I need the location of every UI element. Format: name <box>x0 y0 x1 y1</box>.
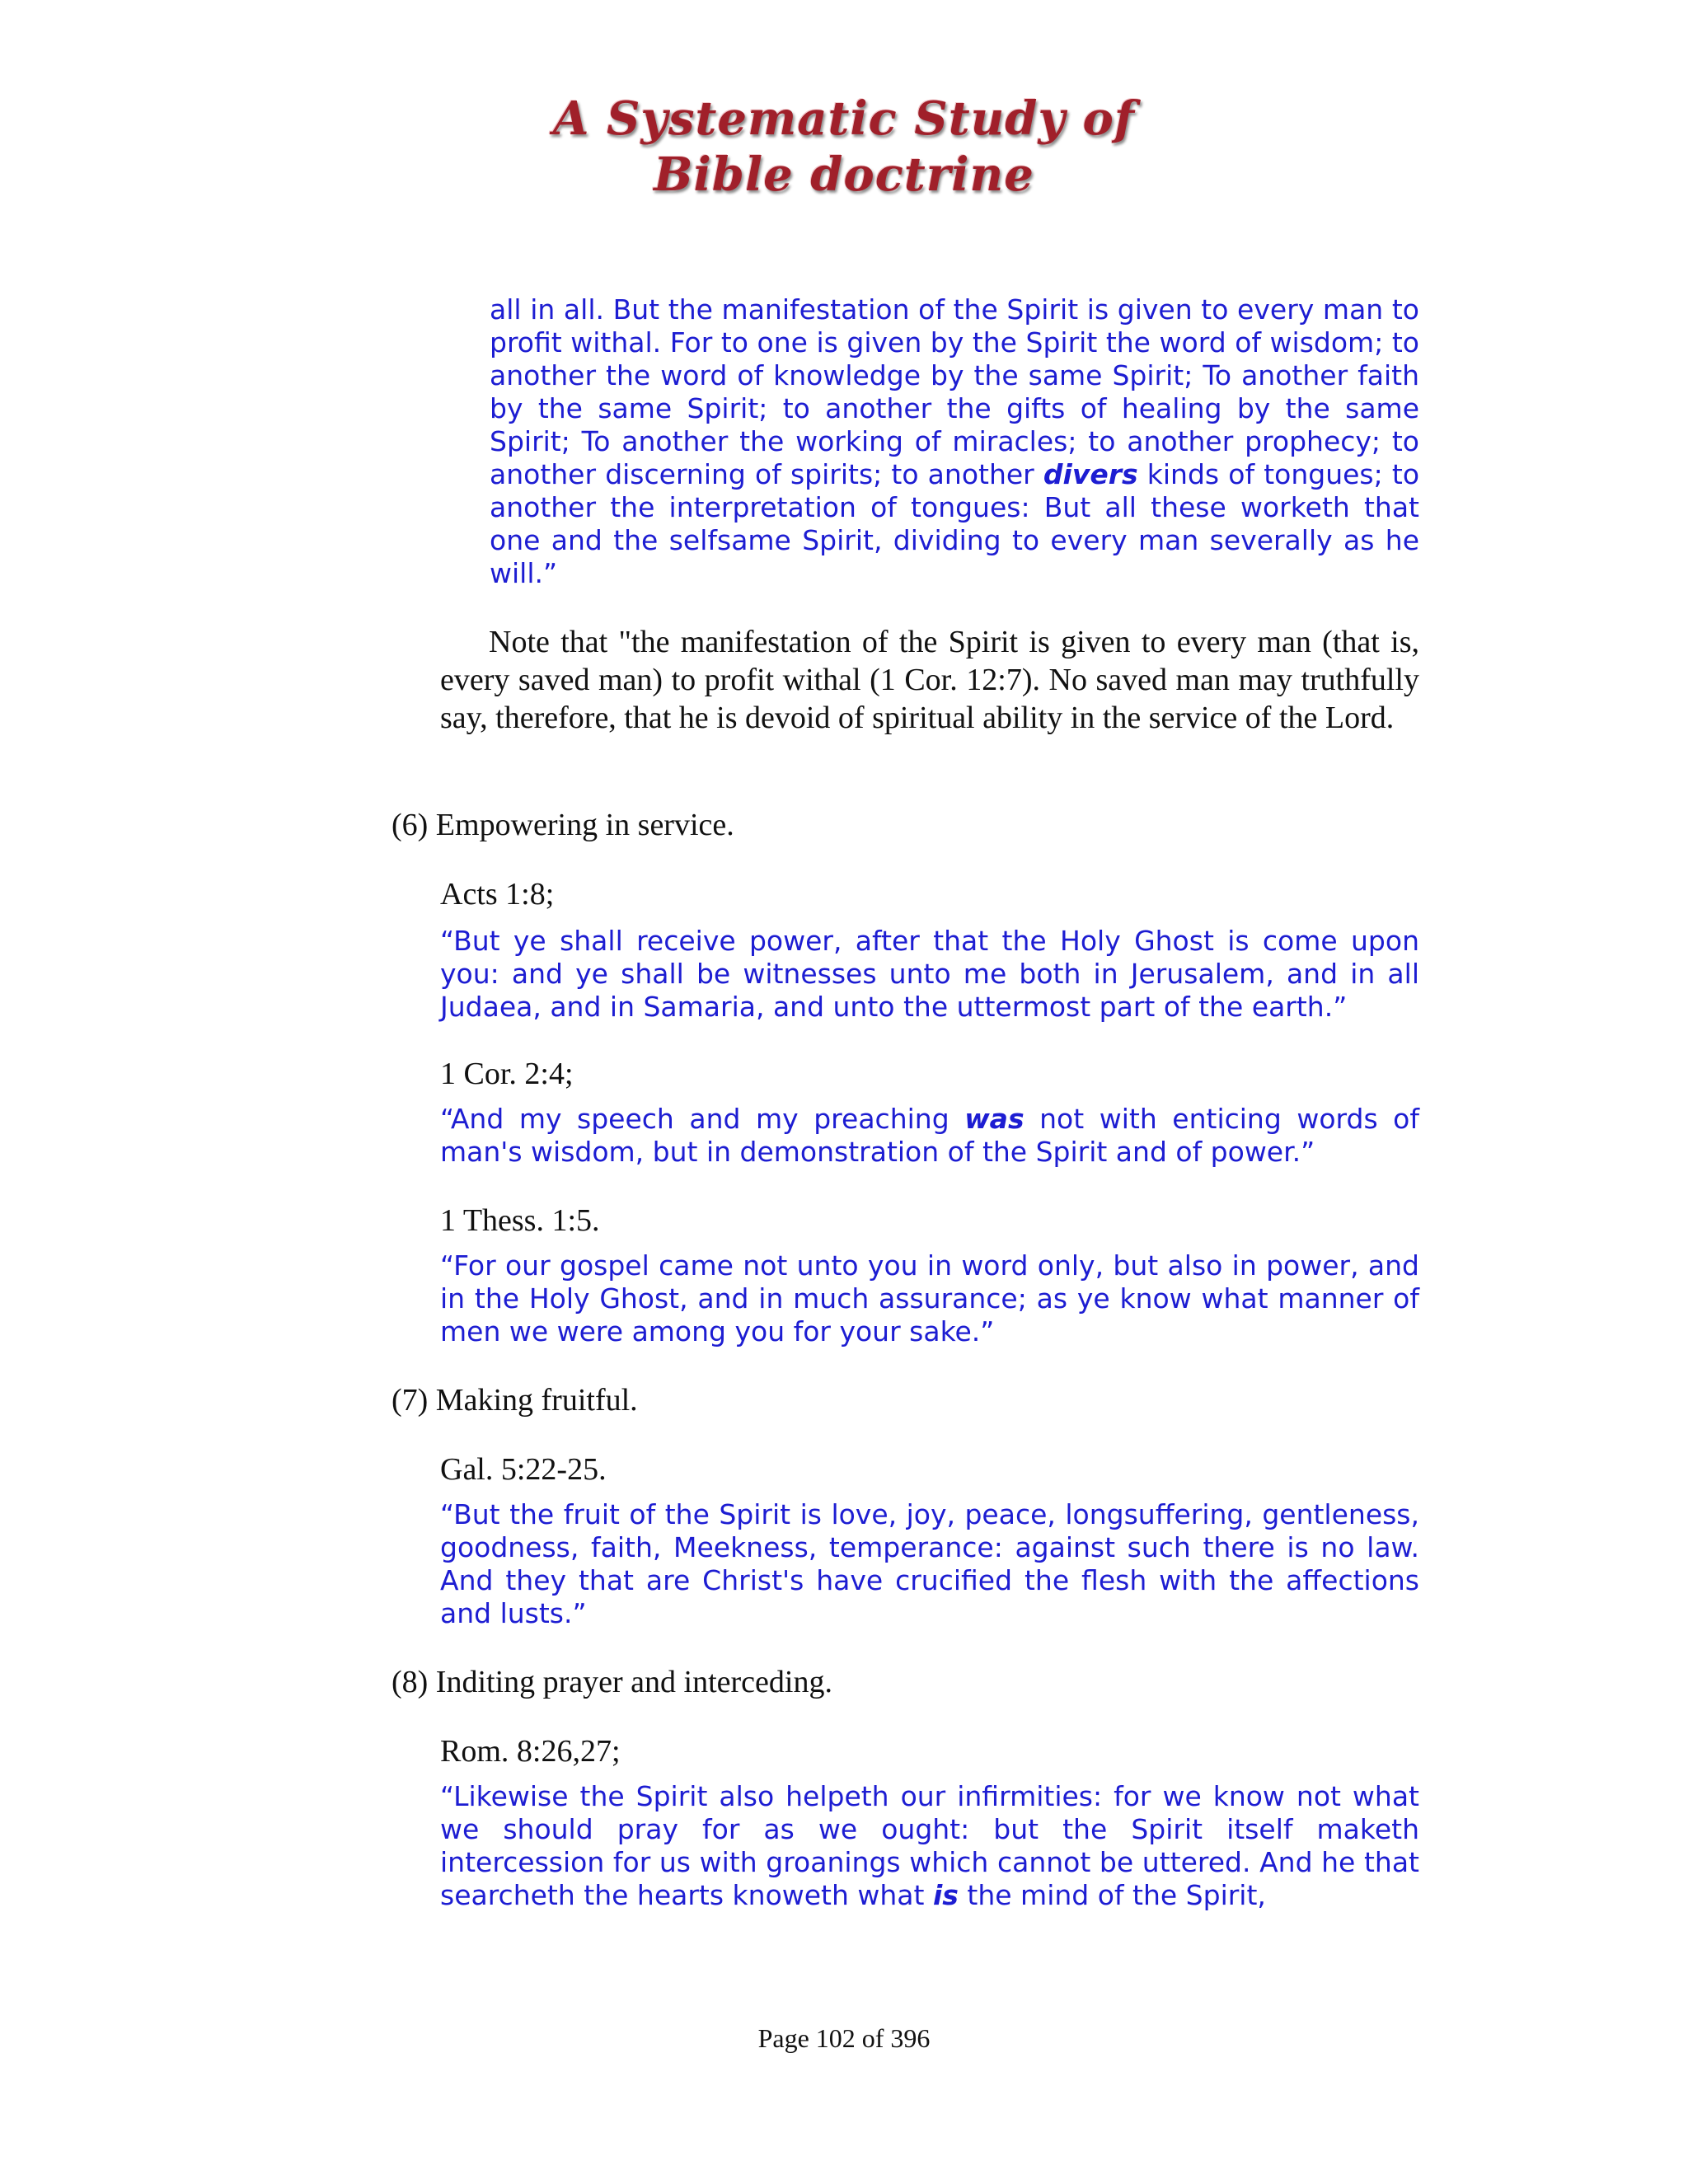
section-heading-7: (7) Making fruitful. <box>392 1383 638 1418</box>
page-number: Page 102 of 396 <box>757 2023 931 2053</box>
quote-text: not with enticing words of man's wisdom, but in demonstration of the Spirit and of power.” <box>440 1103 1419 1168</box>
header-title-line1: A Systematic Study of <box>553 91 1135 146</box>
quote-text: “And my speech and my preaching <box>440 1103 965 1135</box>
scripture-ref-1-thess-1-5: 1 Thess. 1:5. <box>440 1203 600 1238</box>
quote-text: the mind of the Spirit, <box>958 1879 1266 1911</box>
quote-emphasis: is <box>932 1879 959 1911</box>
quote-text: “Likewise the Spirit also helpeth our infirmities: for we know not what we should pray for as we ought: but the Spirit itself maketh intercession for us with groanings which cannot be uttered. And he that searcheth the hearts knoweth what <box>440 1780 1419 1911</box>
scripture-ref-acts-1-8: Acts 1:8; <box>440 877 555 912</box>
note-paragraph: Note that "the manifestation of the Spirit is given to every man (that is, every saved man) to profit withal (1 Cor. 12:7). No saved man may truthfully say, therefore, that he is devoid of spiritual ability in the service of the Lord. <box>440 625 1419 735</box>
quote-gal-5-22-25: “But the fruit of the Spirit is love, joy, peace, longsuffering, gentleness, goodness, faith, Meekness, temperance: against such there is no law. And they that are Christ's have crucified the flesh with the affections and lusts.” <box>440 1498 1419 1629</box>
document-header-logo <box>0 91 1688 203</box>
section-heading-8: (8) Inditing prayer and interceding. <box>392 1665 832 1699</box>
quote-rom-8-26-27 <box>440 1780 1419 1912</box>
quote-emphasis: was <box>964 1103 1025 1135</box>
quote-1-thess-1-5: “For our gospel came not unto you in word only, but also in power, and in the Holy Ghost, and in much assurance; as ye know what manner of men we were among you for your sake.” <box>440 1249 1419 1347</box>
quote-1-cor-2-4 <box>440 1103 1419 1169</box>
header-title-line2: Bible doctrine <box>654 148 1034 202</box>
scripture-ref-rom-8-26-27: Rom. 8:26,27; <box>440 1734 621 1769</box>
quote-acts-1-8: “But ye shall receive power, after that the Holy Ghost is come upon you: and ye shall be witnesses unto me both in Jerusalem, and in all Judaea, and in Samaria, and unto the uttermost part of the earth.” <box>440 925 1419 1023</box>
quote-1-cor-12 <box>490 293 1419 590</box>
section-heading-6: (6) Empowering in service. <box>392 808 734 842</box>
quote-emphasis: divers <box>1043 458 1138 490</box>
scripture-ref-1-cor-2-4: 1 Cor. 2:4; <box>440 1057 574 1091</box>
quote-text: all in all. But the manifestation of the Spirit is given to every man to profit withal. For to one is given by the Spirit the word of wisdom; to another the word of knowledge by the same Spirit; To another faith by the same Spirit; to another the gifts of healing by the same Spirit; To another the working of miracles; to another prophecy; to another discerning of spirits; to another <box>490 293 1419 490</box>
scripture-ref-gal-5-22-25: Gal. 5:22-25. <box>440 1452 607 1487</box>
quote-text: kinds of tongues; to another the interpretation of tongues: But all these worketh that one and the selfsame Spirit, dividing to every man severally as he will.” <box>490 458 1420 589</box>
